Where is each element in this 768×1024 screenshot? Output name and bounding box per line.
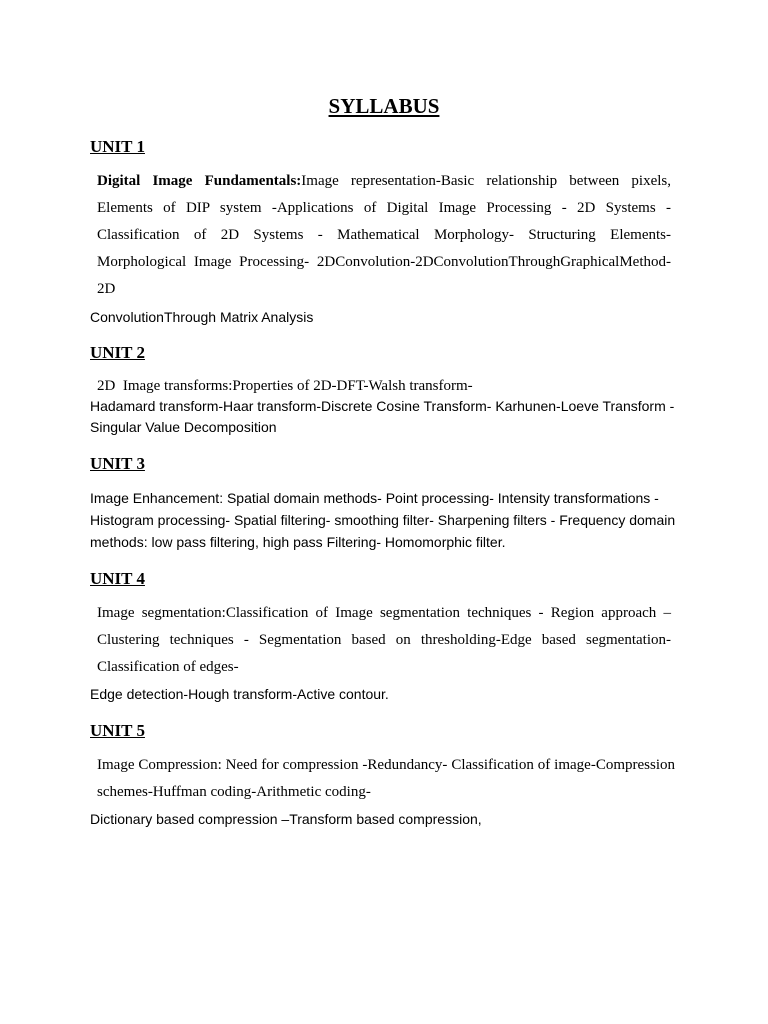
unit-1-line-1 [97,173,671,190]
unit-1-heading: UNIT 1 [90,137,145,156]
unit-2-heading: UNIT 2 [90,343,145,362]
unit-4-line-1: Image segmentation:Classification of Image segmentation techniques - Region approach – [97,605,671,621]
unit-1-line-5: 2D [97,281,116,297]
unit-2-line-1: 2D Image transforms:Properties of 2D-DFT-Walsh transform- [97,378,473,394]
unit-2-line-2: Hadamard transform-Haar transform-Discrete Cosine Transform- Karhunen-Loeve Transform - [90,398,675,414]
unit-5-line-2: schemes-Huffman coding-Arithmetic coding- [97,784,371,800]
unit-5-line-1: Image Compression: Need for compression -Redundancy- Classification of image-Compression [97,757,675,773]
unit-1-tail: ConvolutionThrough Matrix Analysis [90,309,314,325]
unit-5-heading: UNIT 5 [90,721,145,740]
unit-4-heading: UNIT 4 [90,569,145,588]
page-title: SYLLABUS [328,94,440,118]
unit-1-line-3: Classification of 2D Systems - Mathematical Morphology- Structuring Elements- [97,227,671,243]
unit-1-lead: Digital Image Fundamentals: [97,173,302,189]
unit-1-line-2: Elements of DIP system -Applications of Digital Image Processing - 2D Systems - [97,200,671,216]
unit-2-line-3: Singular Value Decomposition [90,419,277,435]
unit-4-line-2: Clustering techniques - Segmentation based on thresholding-Edge based segmentation- [97,632,671,648]
unit-3-line-1: Image Enhancement: Spatial domain methods- Point processing- Intensity transformations - [90,490,659,506]
unit-3-line-3: methods: low pass filtering, high pass Filtering- Homomorphic filter. [90,534,506,550]
unit-4-tail: Edge detection-Hough transform-Active contour. [90,686,389,702]
unit-3-heading: UNIT 3 [90,454,145,473]
unit-5-tail: Dictionary based compression –Transform based compression, [90,811,482,827]
unit-3-line-2: Histogram processing- Spatial filtering- smoothing filter- Sharpening filters - Frequency domain [90,512,676,528]
unit-4-line-3: Classification of edges- [97,659,239,675]
unit-1-line-1-text: Image representation-Basic relationship between pixels, [301,173,672,189]
unit-1-line-4: Morphological Image Processing- 2DConvolution-2DConvolutionThroughGraphicalMethod- [97,254,671,270]
